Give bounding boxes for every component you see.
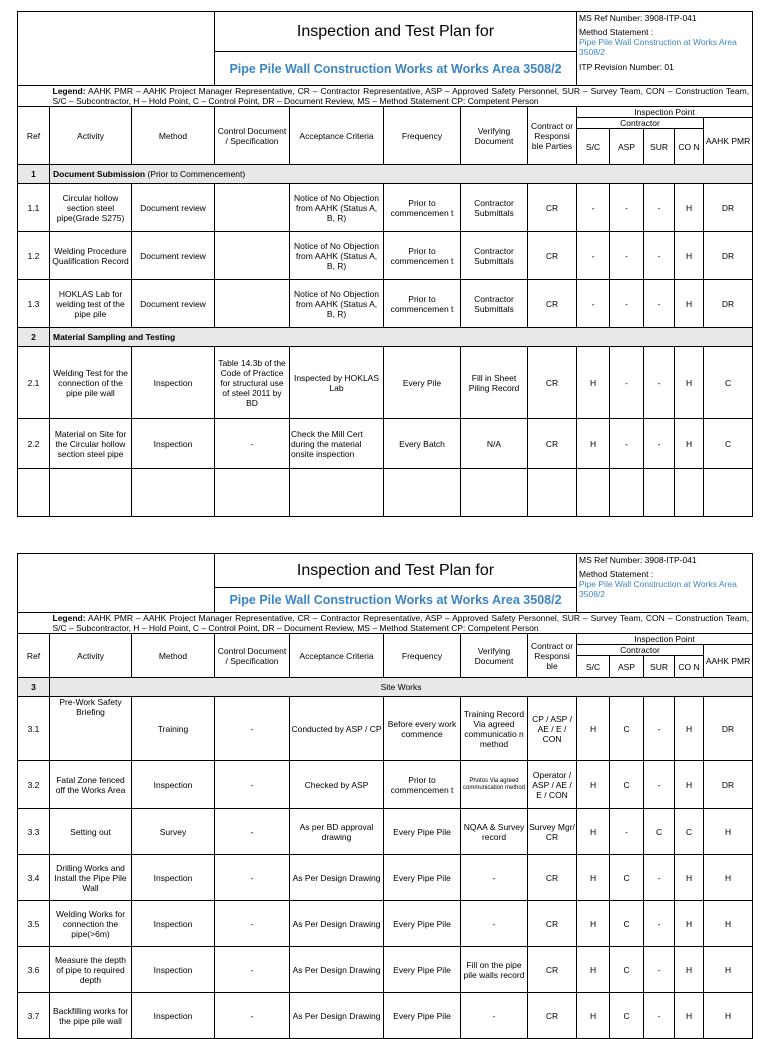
col-activity: Activity — [50, 634, 132, 678]
cell-responsible: CR — [528, 419, 577, 469]
cell-ref: 3.5 — [18, 901, 50, 947]
legend-spacer — [18, 613, 50, 634]
cell-asp: - — [610, 280, 644, 328]
legend-text: AAHK PMR – AAHK Project Manager Representative, CR – Contractor Representative, ASP – Approved Safety Personnel, SUR – Survey Team, CON – Construction Team, S/C – Subcontractor, H – Hold Point, C – Control Point, DR – Document Review, MS – Method Statement CP: Competent Person — [52, 613, 750, 633]
cell-acceptance: Check the Mill Cert during the material onsite inspection — [290, 419, 384, 469]
cell-asp: C — [610, 697, 644, 761]
cell-control: - — [215, 809, 290, 855]
cell-acceptance: As Per Design Drawing — [290, 947, 384, 993]
cell-acceptance: Checked by ASP — [290, 761, 384, 809]
col-verifying: Verifying Document — [461, 107, 528, 165]
cell-sur: - — [644, 947, 675, 993]
col-ref: Ref — [18, 634, 50, 678]
cell-sc: H — [577, 347, 610, 419]
cell-con: H — [675, 761, 704, 809]
cell-activity: Pre-Work Safety Briefing — [50, 697, 132, 761]
cell-responsible: CR — [528, 901, 577, 947]
cell-method: Inspection — [132, 947, 215, 993]
col-acceptance: Acceptance Criteria — [290, 634, 384, 678]
cell-responsible: CP / ASP / AE / E / CON — [528, 697, 577, 761]
cell-verifying: - — [461, 855, 528, 901]
col-method: Method — [132, 634, 215, 678]
section-title-text: Document Submission — [53, 169, 146, 179]
cell-sur: - — [644, 347, 675, 419]
cell-method: Document review — [132, 280, 215, 328]
table-row — [18, 419, 753, 469]
col-con: CO N — [675, 129, 704, 165]
col-frequency: Frequency — [384, 107, 461, 165]
cell-ref: 2.2 — [18, 419, 50, 469]
cell-asp: C — [610, 855, 644, 901]
cell-verifying: Fill in Sheet Piling Record — [461, 347, 528, 419]
col-method: Method — [132, 107, 215, 165]
cell-sc: H — [577, 901, 610, 947]
cell-acceptance: Notice of No Objection from AAHK (Status A, B, R) — [290, 280, 384, 328]
cell-asp: C — [610, 901, 644, 947]
legend-label: Legend: — [52, 613, 86, 623]
table-row — [18, 993, 753, 1039]
legend-spacer — [18, 86, 50, 107]
cell-verifying: Training Record Via agreed communicatio n method — [461, 697, 528, 761]
cell-activity: Drilling Works and Install the Pipe Pile Wall — [50, 855, 132, 901]
table-row — [18, 855, 753, 901]
cell-ref: 2.1 — [18, 347, 50, 419]
cell-sc: H — [577, 697, 610, 761]
section-title: Material Sampling and Testing — [50, 328, 753, 347]
cell-aahk: DR — [704, 280, 753, 328]
col-inspection-point: Inspection Point — [577, 634, 753, 645]
col-activity: Activity — [50, 107, 132, 165]
section-note: (Prior to Commencement) — [145, 169, 246, 179]
cell-asp: - — [610, 419, 644, 469]
cell-frequency: Every Batch — [384, 419, 461, 469]
cell-asp: - — [610, 347, 644, 419]
cell-aahk: H — [704, 947, 753, 993]
cell-asp: C — [610, 993, 644, 1039]
cell-activity: Welding Procedure Qualification Record — [50, 232, 132, 280]
cell-sc: - — [577, 232, 610, 280]
cell-acceptance: As Per Design Drawing — [290, 901, 384, 947]
cell-frequency: Prior to commencemen t — [384, 761, 461, 809]
table-row — [18, 809, 753, 855]
blank-header-cell — [18, 12, 215, 86]
col-asp: ASP — [610, 129, 644, 165]
cell-sc: H — [577, 419, 610, 469]
cell-sc: - — [577, 280, 610, 328]
col-contractor: Contractor — [577, 118, 704, 129]
cell-con: H — [675, 947, 704, 993]
cell-responsible: CR — [528, 993, 577, 1039]
cell-frequency: Every Pipe Pile — [384, 855, 461, 901]
cell-con: H — [675, 419, 704, 469]
cell-asp: C — [610, 761, 644, 809]
col-frequency: Frequency — [384, 634, 461, 678]
cell-sur: - — [644, 232, 675, 280]
cell-con: H — [675, 232, 704, 280]
cell-sc: H — [577, 761, 610, 809]
cell-control: - — [215, 947, 290, 993]
cell-aahk: H — [704, 901, 753, 947]
cell-sc: H — [577, 809, 610, 855]
col-aahk-pmr: AAHK PMR — [704, 118, 753, 165]
cell-frequency: Before every work commence — [384, 697, 461, 761]
cell-aahk: H — [704, 993, 753, 1039]
cell-verifying: Fill on the pipe pile walls record — [461, 947, 528, 993]
cell-ref: 3.2 — [18, 761, 50, 809]
col-sur: SUR — [644, 129, 675, 165]
section-row — [18, 678, 753, 697]
cell-acceptance: Conducted by ASP / CP — [290, 697, 384, 761]
cell-ref: 3.6 — [18, 947, 50, 993]
cell-con: H — [675, 347, 704, 419]
cell-sur: - — [644, 184, 675, 232]
cell-con: H — [675, 993, 704, 1039]
cell-control — [215, 280, 290, 328]
cell-activity: Welding Test for the connection of the pipe pile wall — [50, 347, 132, 419]
cell-verifying: Contractor Submittals — [461, 280, 528, 328]
cell-activity: Welding Works for connection the pipe(>6m) — [50, 901, 132, 947]
cell-control: - — [215, 855, 290, 901]
cell-asp: C — [610, 947, 644, 993]
ms-ref-number: MS Ref Number: 3908-ITP-041 — [579, 13, 697, 23]
cell-responsible: Operator / ASP / AE / E / CON — [528, 761, 577, 809]
cell-control — [215, 232, 290, 280]
cell-method: Document review — [132, 184, 215, 232]
cell-frequency: Every Pipe Pile — [384, 993, 461, 1039]
cell-con: H — [675, 855, 704, 901]
cell-frequency: Every Pile — [384, 347, 461, 419]
cell-aahk: DR — [704, 697, 753, 761]
col-control: Control Document / Specification — [215, 107, 290, 165]
legend-text: AAHK PMR – AAHK Project Manager Representative, CR – Contractor Representative, ASP – Approved Safety Personnel, SUR – Survey Team, CON – Construction Team, S/C – Subcontractor, H – Hold Point, C – Control Point, DR – Document Review, MS – Method Statement CP: Competent Person — [52, 86, 750, 106]
cell-verifying: - — [461, 993, 528, 1039]
cell-con: H — [675, 184, 704, 232]
cell-control: Table 14.3b of the Code of Practice for structural use of steel 2011 by BD — [215, 347, 290, 419]
table-row — [18, 761, 753, 809]
cell-con: H — [675, 280, 704, 328]
cell-con: C — [675, 809, 704, 855]
cell-sur: - — [644, 993, 675, 1039]
cell-method: Document review — [132, 232, 215, 280]
page-title: Inspection and Test Plan for — [215, 554, 577, 588]
cell-aahk: DR — [704, 761, 753, 809]
table-row — [18, 901, 753, 947]
cell-responsible: CR — [528, 184, 577, 232]
blank-header-cell — [18, 554, 215, 613]
cell-activity: Setting out — [50, 809, 132, 855]
section-row — [18, 165, 753, 184]
col-inspection-point: Inspection Point — [577, 107, 753, 118]
cell-control — [215, 184, 290, 232]
cell-sc: - — [577, 184, 610, 232]
col-contractor: Contractor — [577, 645, 704, 656]
cell-responsible: CR — [528, 855, 577, 901]
method-statement-value: Pipe Pile Wall Construction at Works Area 3508/2 — [579, 37, 737, 57]
col-sur: SUR — [644, 656, 675, 678]
table-row — [18, 697, 753, 761]
ms-ref-number: MS Ref Number: 3908-ITP-041 — [579, 555, 697, 565]
page-title: Inspection and Test Plan for — [215, 12, 577, 52]
col-verifying: Verifying Document — [461, 634, 528, 678]
cell-method: Inspection — [132, 347, 215, 419]
legend — [50, 86, 753, 107]
cell-activity: Material on Site for the Circular hollow section steel pipe — [50, 419, 132, 469]
cell-sur: C — [644, 809, 675, 855]
cell-activity: Fatal Zone fenced off the Works Area — [50, 761, 132, 809]
cell-sur: - — [644, 761, 675, 809]
cell-con: H — [675, 901, 704, 947]
cell-responsible: CR — [528, 947, 577, 993]
cell-aahk: DR — [704, 232, 753, 280]
ms-reference-box — [577, 554, 753, 613]
cell-activity: Circular hollow section steel pipe(Grade S275) — [50, 184, 132, 232]
section-number: 1 — [18, 165, 50, 184]
cell-method: Inspection — [132, 901, 215, 947]
cell-responsible: CR — [528, 232, 577, 280]
cell-method: Inspection — [132, 855, 215, 901]
itp-revision: ITP Revision Number: 01 — [579, 62, 674, 72]
section-number: 3 — [18, 678, 50, 697]
cell-acceptance: As per BD approval drawing — [290, 809, 384, 855]
cell-frequency: Every Pipe Pile — [384, 809, 461, 855]
legend — [50, 613, 753, 634]
cell-verifying: Photos Via agreed communication method — [461, 761, 528, 809]
cell-acceptance: Inspected by HOKLAS Lab — [290, 347, 384, 419]
cell-sc: H — [577, 855, 610, 901]
page-subtitle: Pipe Pile Wall Construction Works at Works Area 3508/2 — [215, 52, 577, 86]
table-row — [18, 280, 753, 328]
cell-method: Inspection — [132, 761, 215, 809]
cell-asp: - — [610, 232, 644, 280]
cell-activity: HOKLAS Lab for welding test of the pipe pile — [50, 280, 132, 328]
section-title: Site Works — [50, 678, 753, 697]
col-responsible: Contract or Responsi ble Parties — [528, 107, 577, 165]
section-row — [18, 328, 753, 347]
cell-sc: H — [577, 993, 610, 1039]
cell-method: Training — [132, 697, 215, 761]
cell-acceptance: Notice of No Objection from AAHK (Status A, B, R) — [290, 232, 384, 280]
cell-aahk: H — [704, 809, 753, 855]
method-statement-label: Method Statement : — [579, 27, 654, 37]
cell-sc: H — [577, 947, 610, 993]
section-number: 2 — [18, 328, 50, 347]
method-statement-value: Pipe Pile Wall Construction at Works Area 3508/2 — [579, 579, 737, 599]
cell-sur: - — [644, 419, 675, 469]
cell-ref: 1.2 — [18, 232, 50, 280]
cell-ref: 3.7 — [18, 993, 50, 1039]
cell-frequency: Every Pipe Pile — [384, 901, 461, 947]
col-aahk-pmr: AAHK PMR — [704, 645, 753, 678]
col-con: CO N — [675, 656, 704, 678]
cell-sur: - — [644, 855, 675, 901]
cell-ref: 3.4 — [18, 855, 50, 901]
cell-activity: Backfilling works for the pipe pile wall — [50, 993, 132, 1039]
ms-reference-box — [577, 12, 753, 86]
cell-responsible: CR — [528, 347, 577, 419]
cell-method: Survey — [132, 809, 215, 855]
legend-label: Legend: — [52, 86, 86, 96]
empty-row — [18, 469, 753, 517]
cell-control: - — [215, 419, 290, 469]
cell-frequency: Prior to commencemen t — [384, 184, 461, 232]
cell-acceptance: As Per Design Drawing — [290, 855, 384, 901]
itp-table-page-2 — [17, 553, 753, 1039]
page-subtitle: Pipe Pile Wall Construction Works at Works Area 3508/2 — [215, 588, 577, 613]
cell-method: Inspection — [132, 993, 215, 1039]
method-statement-label: Method Statement : — [579, 569, 654, 579]
table-row — [18, 184, 753, 232]
table-row — [18, 232, 753, 280]
cell-control: - — [215, 761, 290, 809]
cell-verifying: Contractor Submittals — [461, 184, 528, 232]
section-title — [50, 165, 753, 184]
cell-verifying: - — [461, 901, 528, 947]
cell-sur: - — [644, 697, 675, 761]
cell-sur: - — [644, 280, 675, 328]
cell-method: Inspection — [132, 419, 215, 469]
cell-control: - — [215, 697, 290, 761]
cell-ref: 1.1 — [18, 184, 50, 232]
cell-verifying: NQAA & Survey record — [461, 809, 528, 855]
cell-aahk: DR — [704, 184, 753, 232]
cell-frequency: Prior to commencemen t — [384, 280, 461, 328]
table-row — [18, 347, 753, 419]
table-row — [18, 947, 753, 993]
col-asp: ASP — [610, 656, 644, 678]
cell-control: - — [215, 901, 290, 947]
cell-responsible: Survey Mgr/ CR — [528, 809, 577, 855]
col-responsible: Contract or Responsi ble — [528, 634, 577, 678]
col-sc: S/C — [577, 656, 610, 678]
cell-acceptance: Notice of No Objection from AAHK (Status A, B, R) — [290, 184, 384, 232]
cell-verifying: N/A — [461, 419, 528, 469]
cell-responsible: CR — [528, 280, 577, 328]
col-acceptance: Acceptance Criteria — [290, 107, 384, 165]
cell-aahk: C — [704, 347, 753, 419]
cell-asp: - — [610, 184, 644, 232]
cell-frequency: Every Pipe Pile — [384, 947, 461, 993]
cell-ref: 3.1 — [18, 697, 50, 761]
cell-ref: 1.3 — [18, 280, 50, 328]
cell-frequency: Prior to commencemen t — [384, 232, 461, 280]
cell-acceptance: As Per Design Drawing — [290, 993, 384, 1039]
cell-con: H — [675, 697, 704, 761]
cell-ref: 3.3 — [18, 809, 50, 855]
col-control: Control Document / Specification — [215, 634, 290, 678]
cell-asp: - — [610, 809, 644, 855]
cell-verifying: Contractor Submittals — [461, 232, 528, 280]
cell-aahk: H — [704, 855, 753, 901]
itp-table-page-1 — [17, 11, 753, 517]
cell-control: - — [215, 993, 290, 1039]
col-ref: Ref — [18, 107, 50, 165]
cell-aahk: C — [704, 419, 753, 469]
cell-sur: - — [644, 901, 675, 947]
col-sc: S/C — [577, 129, 610, 165]
cell-activity: Measure the depth of pipe to required depth — [50, 947, 132, 993]
